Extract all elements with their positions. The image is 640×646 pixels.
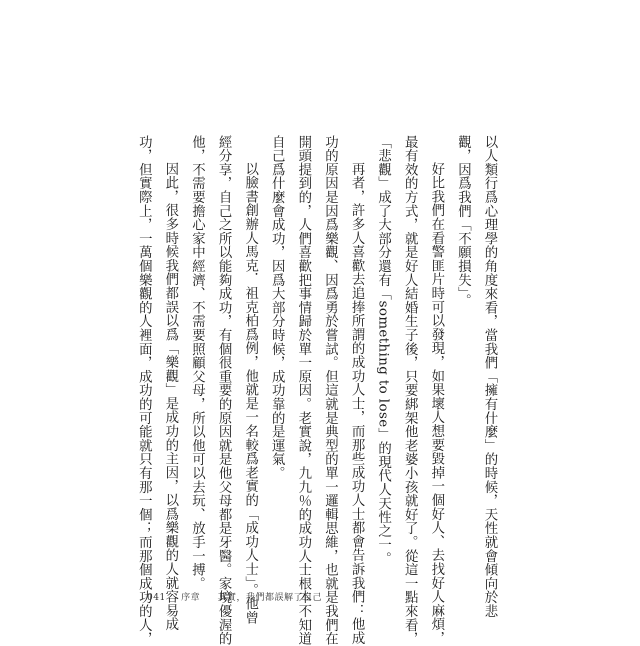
page-number: 041 xyxy=(147,593,166,603)
text-column: 開頭提到的，人們喜歡把事情歸於單一原因。老實說，九九％的成功人士根本不知道 xyxy=(295,135,311,646)
text-column: 功，但實際上，一萬個樂觀的人裡面，成功的可能就只有那一個；而那個成功的人， xyxy=(136,135,152,646)
text-column: 自己爲什麼會成功，因爲大部分時候，成功靠的是運氣。 xyxy=(269,135,285,480)
text-column: 功的原因是因爲樂觀、因爲勇於嘗試。但這就是典型的單一邏輯思維，也就是我們在 xyxy=(322,135,338,646)
page-footer xyxy=(147,590,322,603)
text-column: 好比我們在看警匪片時可以發現，如果壞人想要毀掉一個好人、去找好人麻煩， xyxy=(428,162,444,645)
text-column: 以臉書創辦人馬克．祖克柏爲例，他就是一名較爲老實的「成功人士」。他曾 xyxy=(242,162,258,625)
chapter-title: 其實，我們都誤解了自己 xyxy=(217,593,322,603)
chapter-label: 序章 xyxy=(181,593,201,603)
text-column: 經分享，自己之所以能夠成功，有個很重要的原因就是他父母都是牙醫。家境優渥的 xyxy=(216,135,232,646)
text-column: 最有效的方式，就是好人結婚生子後，只要綁架他老婆小孩就好了。從這一點來看， xyxy=(402,135,418,646)
text-column: 再者，許多人喜歡去追捧所謂的成功人士，而那些成功人士都會告訴我們：他成 xyxy=(349,162,365,645)
text-column: 「悲觀」成了大部分還有「something to lose」的現代人天性之一。 xyxy=(375,135,391,566)
text-column: 以人類行爲心理學的角度來看，當我們「擁有什麼」的時候，天性就會傾向於悲 xyxy=(482,135,497,618)
text-column: 因此，很多時候我們都誤以爲「樂觀」是成功的主因，以爲樂觀的人就容易成 xyxy=(162,162,178,632)
text-column: 觀，因爲我們「不願損失」。 xyxy=(455,135,471,308)
text-column: 他，不需要擔心家中經濟、不需要照顧父母，所以他可以去玩、放手一搏。 xyxy=(189,135,205,591)
